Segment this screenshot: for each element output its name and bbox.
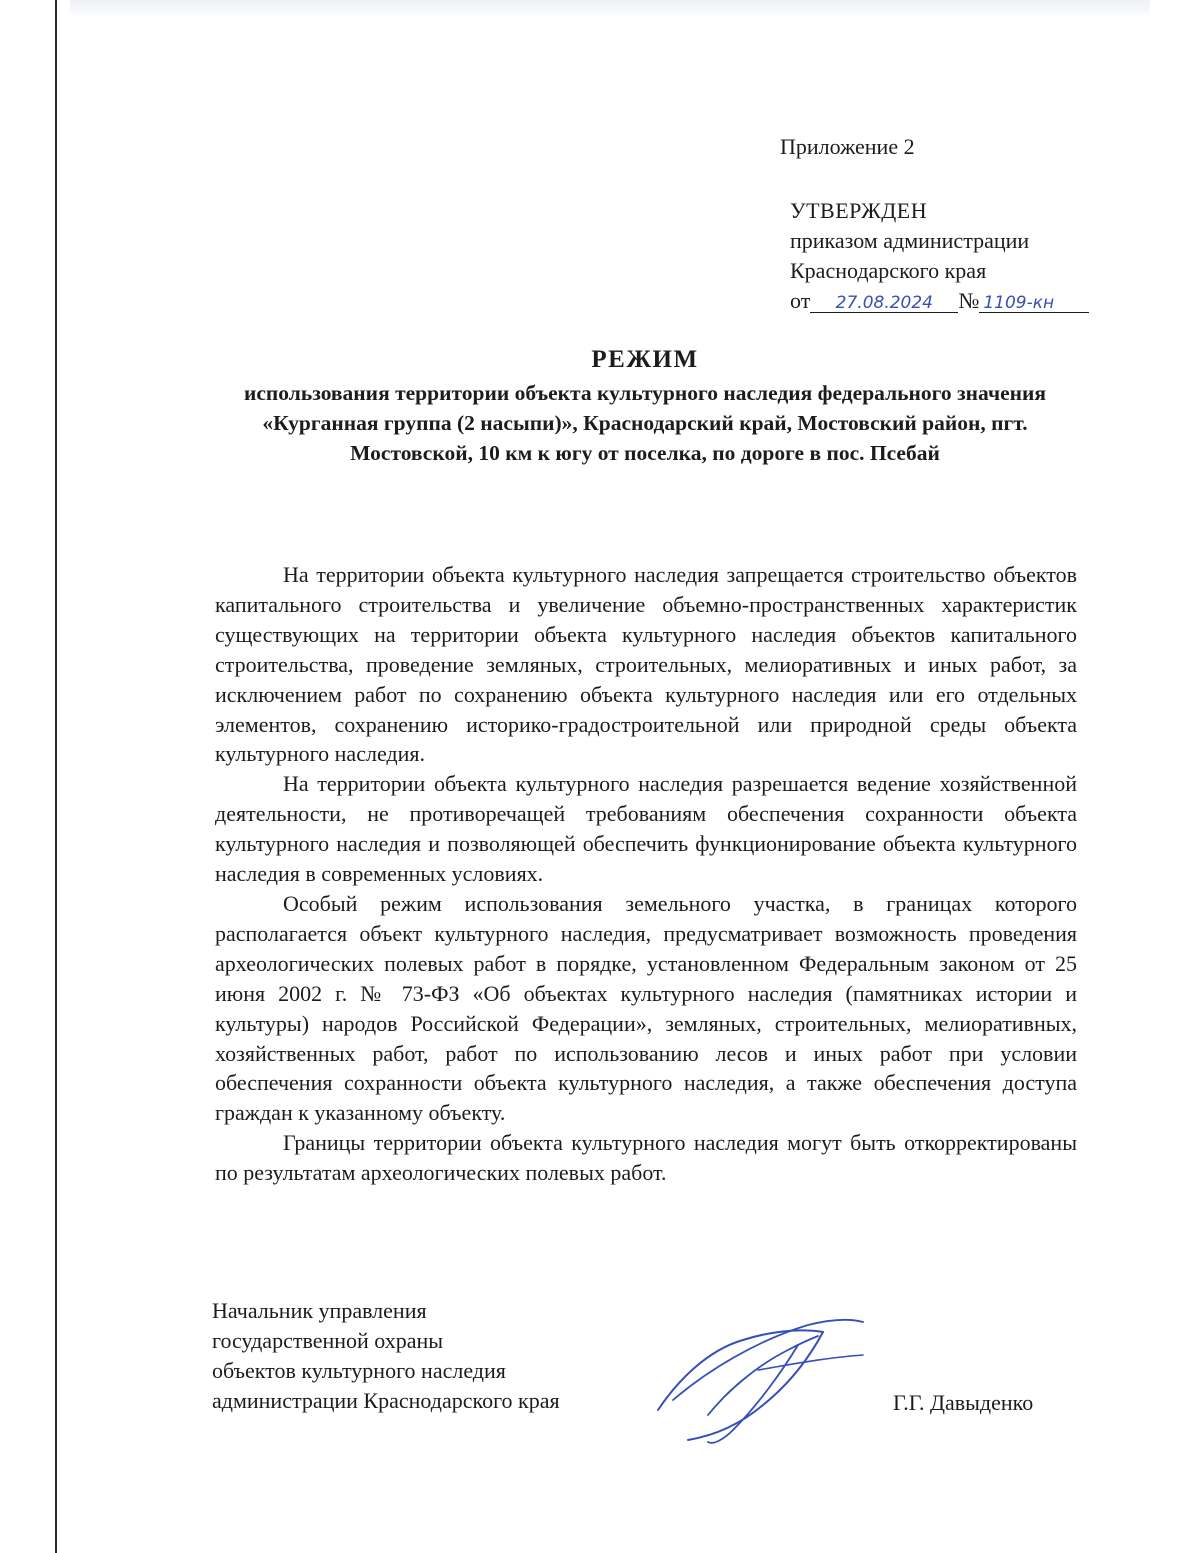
number-prefix: № xyxy=(958,287,980,313)
document-title xyxy=(215,346,1075,468)
appendix-label: Приложение 2 xyxy=(780,134,915,159)
scan-left-edge xyxy=(55,0,57,1553)
order-number: 1109-кн xyxy=(979,294,1089,314)
position-line-2: государственной охраны xyxy=(212,1328,444,1354)
paragraph-1: На территории объекта культурного наследия запрещается строительство объектов капитального строительства и увеличение объемно-пространственных характеристик существующих на территории объекта культурного наследия объектов капитального строительства, проведение земляных, строительных, мелиоративных и иных работ, за исключением работ по сохранению объекта культурного наследия или его отдельных элементов, сохранению историко-градостроительной или природной среды объекта культурного наследия. xyxy=(215,562,1077,767)
position-line-1: Начальник управления xyxy=(212,1298,427,1323)
title-subtitle: использования территории объекта культурного наследия федерального значения «Курганная группа (2 насыпи)», Краснодарский край, Мостовский район, пгт. Мостовской, 10 км к югу от поселка, по дороге в пос. Псебай xyxy=(243,381,1047,466)
approval-line-1: приказом администрации xyxy=(790,227,1030,253)
signatory-position xyxy=(212,1296,560,1417)
approval-block xyxy=(780,132,1089,316)
document-body xyxy=(215,560,1077,1188)
approval-date-line xyxy=(790,286,1089,316)
order-date: 27.08.2024 xyxy=(810,294,958,314)
position-line-3: объектов культурного наследия xyxy=(212,1358,506,1384)
paragraph-4: Границы территории объекта культурного наследия могут быть откорректированы по результатам археологических полевых работ. xyxy=(215,1130,1077,1186)
paragraph-2: На территории объекта культурного наследия разрешается ведение хозяйственной деятельности, не противоречащей требованиям обеспечения сохранности объекта культурного наследия и позволяющей обеспечить функционирование объекта культурного наследия в современных условиях. xyxy=(215,771,1077,887)
signatory-name: Г.Г. Давыденко xyxy=(893,1390,1034,1415)
title-regime: РЕЖИМ xyxy=(591,346,699,373)
handwritten-signature xyxy=(648,1310,878,1450)
position-line-4: администрации Краснодарского края xyxy=(212,1388,560,1414)
scan-shadow xyxy=(70,0,1150,18)
approved-label: УТВЕРЖДЕН xyxy=(790,197,928,223)
paragraph-3: Особый режим использования земельного участка, в границах которого располагается объект культурного наследия, предусматривает возможность проведения археологических полевых работ в порядке, установленном Федеральным законом от 25 июня 2002 г. № 73-ФЗ «Об объектах культурного наследия (памятниках истории и культуры) народов Российской Федерации», земляных, строительных, мелиоративных, хозяйственных работ, работ по использованию лесов и иных работ при условии обеспечения сохранности объекта культурного наследия, а также обеспечения доступа граждан к указанному объекту. xyxy=(215,890,1077,1126)
approval-line-2: Краснодарского края xyxy=(790,257,987,283)
date-prefix: от xyxy=(790,287,811,313)
